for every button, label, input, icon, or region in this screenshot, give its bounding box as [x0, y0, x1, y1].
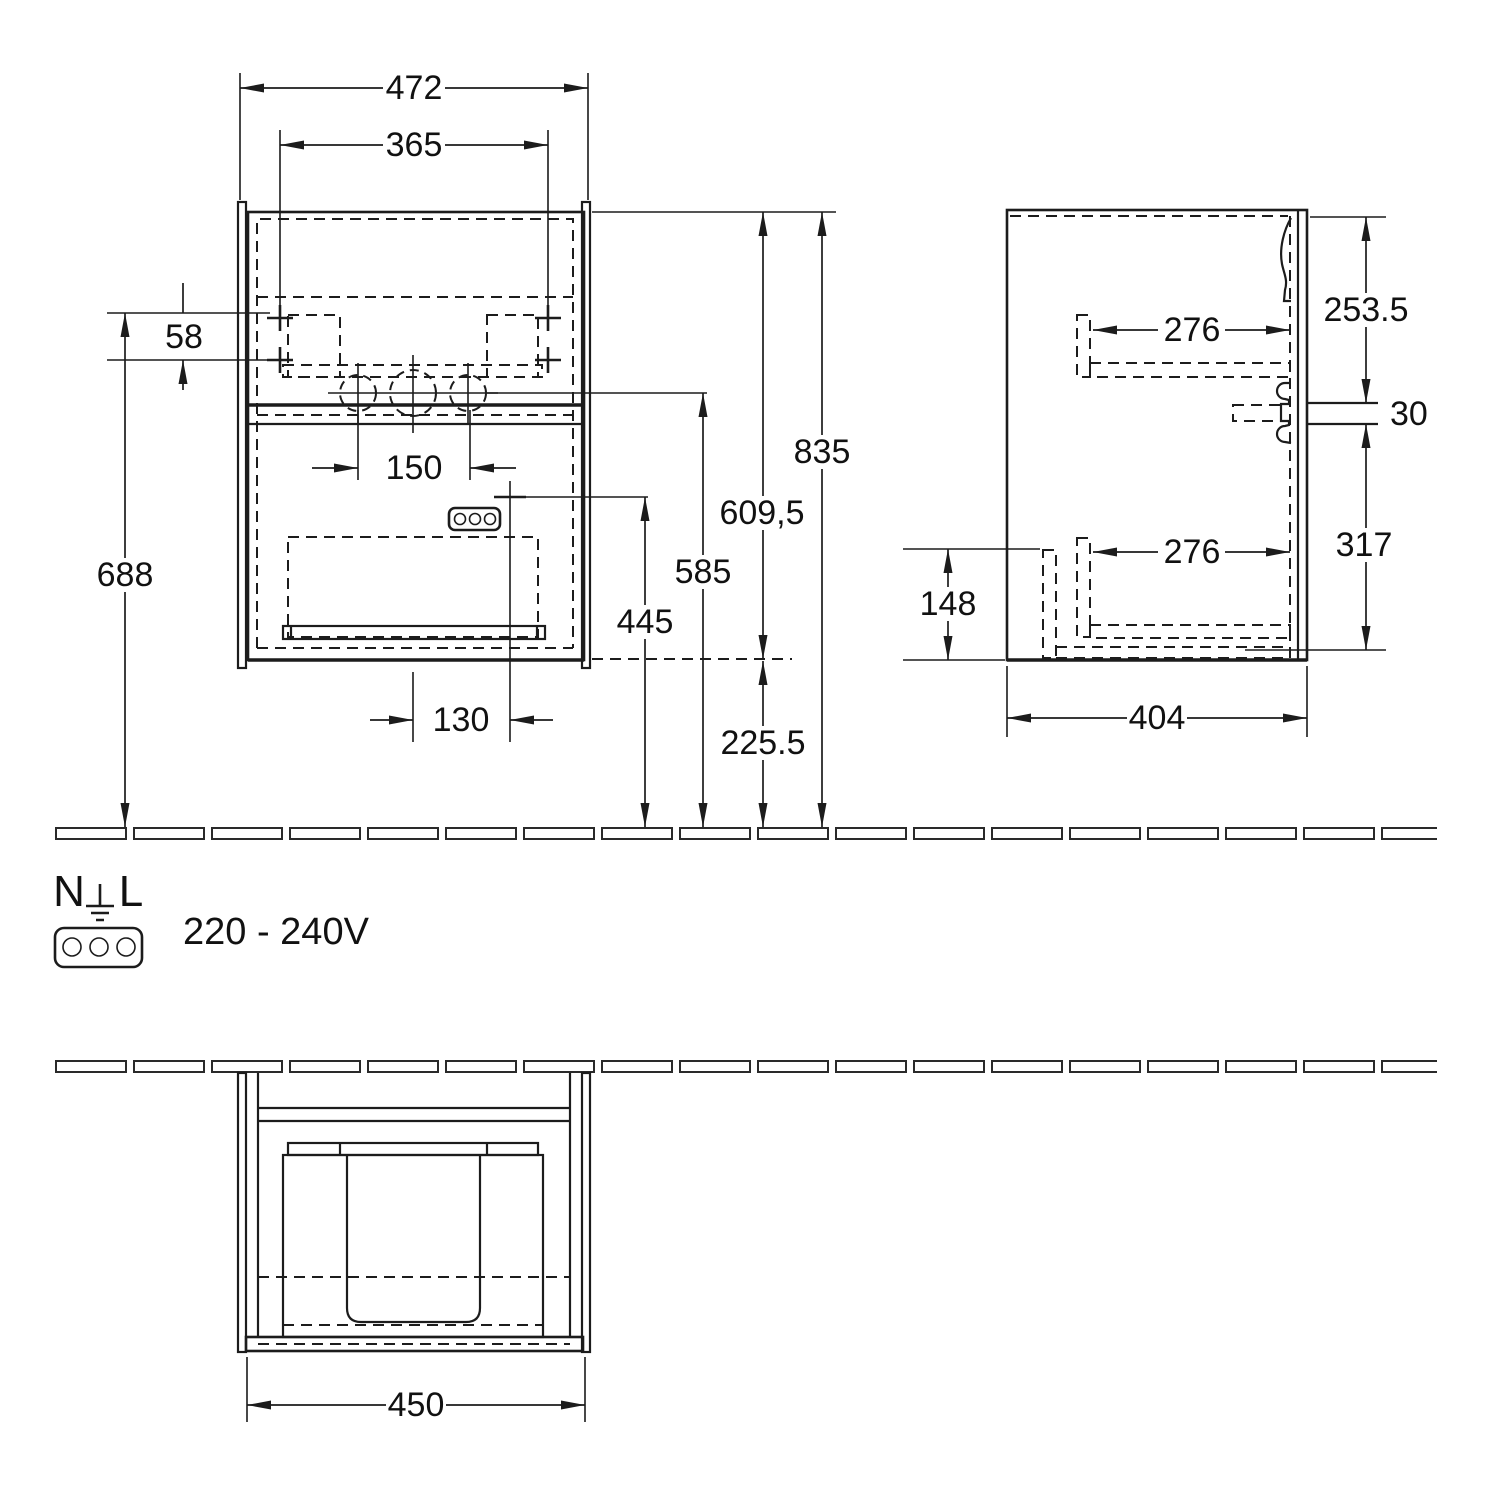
dim-label-bracket-hole-pitch: 58: [165, 318, 203, 356]
dim-label-tap-hole-span: 365: [385, 126, 443, 164]
plan-view-dimensions: [247, 1357, 585, 1424]
side-bottom-panel-dashed: [1056, 647, 1290, 658]
electrical-connection: [53, 867, 369, 967]
plug-pin-3: [117, 938, 135, 956]
tap-hole-crosshairs: [328, 355, 498, 433]
side-top-rail-post: [1077, 315, 1090, 377]
front-left-bracket-cutout: [288, 315, 340, 377]
plan-left-side-panel: [238, 1073, 246, 1352]
socket-body: [449, 508, 500, 530]
dim-label-bottom-section: 317: [1335, 526, 1393, 564]
front-carcass-outline: [248, 212, 584, 660]
dim-label-tap-hole-pitch: 150: [385, 449, 443, 487]
plan-siphon-recess: [347, 1155, 480, 1322]
front-extension-lines: [107, 73, 836, 742]
side-trap-post: [1043, 550, 1056, 658]
neutral-label: N: [53, 867, 85, 916]
dim-label-height-tap-holes: 585: [674, 553, 732, 591]
dim-label-height-overall: 835: [793, 433, 851, 471]
plan-bracket-dividers: [340, 1143, 487, 1155]
socket-pin-1: [455, 514, 466, 525]
wall-brick-row-bottom: [55, 1060, 1437, 1073]
dim-label-trap-zone: 148: [919, 585, 977, 623]
front-tap-holes: [328, 355, 498, 433]
plan-drawer-brackets: [288, 1143, 538, 1155]
side-inner-dashed-lines: [1010, 216, 1290, 655]
side-carcass-outline: [1007, 210, 1307, 660]
plug-pin-1: [63, 938, 81, 956]
front-view-dimensions: [95, 69, 851, 827]
wall-hatch-bottom: [55, 1060, 1437, 1073]
plan-drawer-box: [283, 1155, 543, 1337]
dim-label-top-section: 253.5: [1323, 291, 1409, 329]
side-top-rail: [1090, 363, 1290, 377]
plan-view: [238, 1073, 590, 1352]
dim-label-carcass-width: 450: [387, 1386, 445, 1424]
plan-carcass-walls: [258, 1073, 570, 1337]
plug-connector-icon: [55, 928, 142, 967]
plan-dashed-lines: [258, 1277, 570, 1344]
dim-label-bottom-clearance: 225.5: [720, 724, 806, 762]
mounting-fitting: [1277, 383, 1291, 443]
socket-pin-3: [485, 514, 496, 525]
socket-pin-2: [470, 514, 481, 525]
dim-label-rail-depth-bottom: 276: [1163, 533, 1221, 571]
line-label: L: [118, 867, 144, 916]
plug-pin-2: [90, 938, 108, 956]
side-view: [1007, 210, 1378, 660]
dim-label-socket-offset: 130: [432, 701, 490, 739]
wall-hatch-top: [55, 827, 1437, 840]
front-thick-edges: [248, 405, 584, 660]
side-bottom-rail: [1090, 625, 1290, 638]
side-bottom-rail-post: [1077, 538, 1090, 637]
wall-brick-row-top: [55, 827, 1437, 840]
plan-right-side-panel: [582, 1073, 590, 1352]
front-left-side-panel: [238, 202, 246, 668]
front-inner-dashed-outline: [257, 219, 573, 648]
dim-label-overall-width: 472: [385, 69, 443, 107]
front-right-bracket-cutout: [487, 315, 538, 377]
mounting-fitting-dashed-slot: [1233, 405, 1281, 421]
front-view: [238, 202, 590, 668]
earth-ground-icon: [86, 884, 114, 920]
voltage-label: 220 - 240V: [183, 911, 369, 953]
mounting-plate-30: [1307, 403, 1378, 424]
dim-label-height-socket: 445: [616, 603, 674, 641]
dim-label-depth: 404: [1128, 699, 1186, 737]
dim-label-rail-thickness: 30: [1390, 395, 1428, 433]
dim-label-height-brackets: 688: [96, 556, 154, 594]
dim-label-rail-depth-top: 276: [1163, 311, 1221, 349]
dim-label-height-underside: 609,5: [719, 494, 805, 532]
front-drawer-recess: [288, 537, 538, 637]
power-socket-icon: [449, 497, 526, 530]
